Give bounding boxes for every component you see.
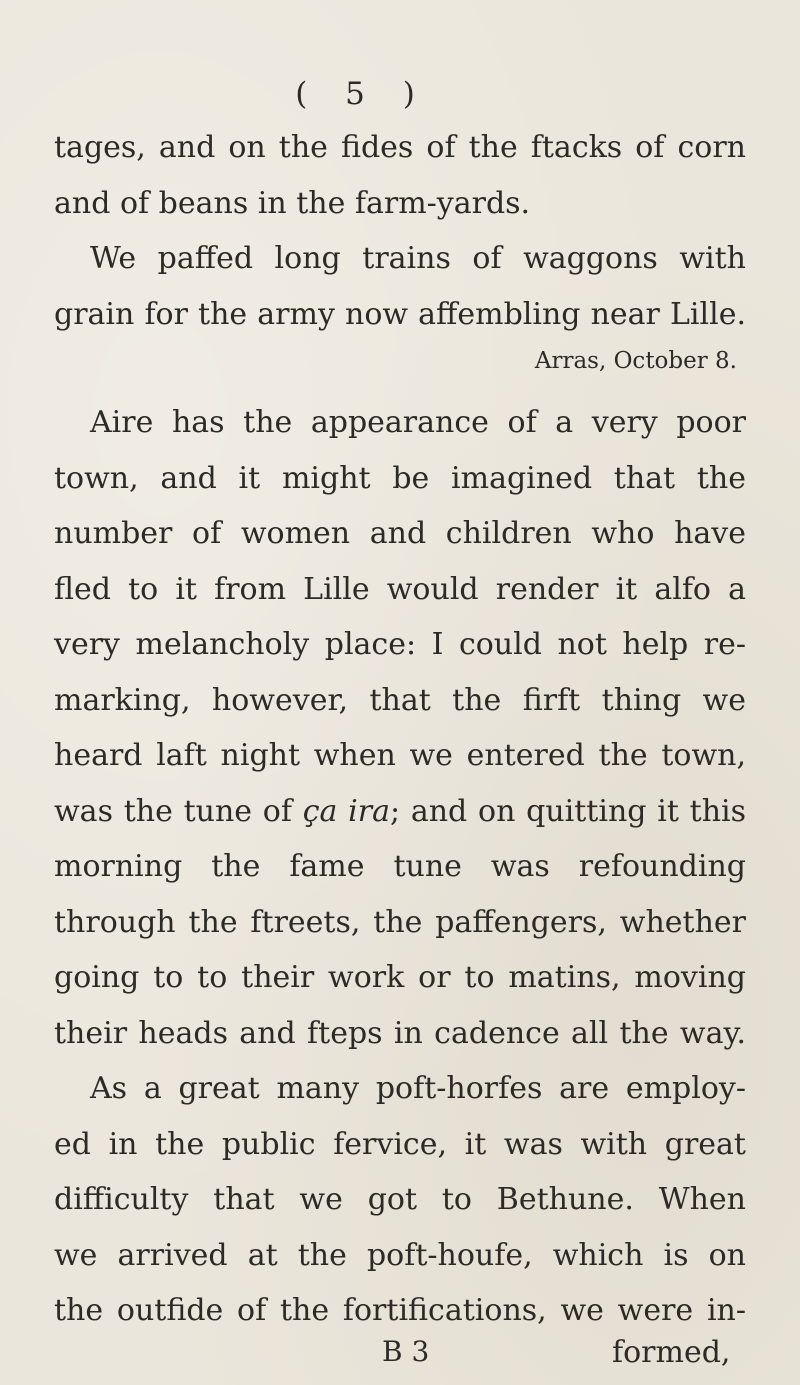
text-line-3: We paffed long trains of waggons with xyxy=(90,241,746,276)
text-line-1: tages, and on the fides of the ftacks of corn xyxy=(54,130,746,165)
text-line-15: going to to their work or to matins, moving xyxy=(54,960,746,995)
text-line-4: grain for the army now affembling near Lille. xyxy=(54,296,746,332)
text-line-19: difficulty that we got to Bethune. When xyxy=(54,1182,746,1217)
text-line-13: morning the fame tune was refounding xyxy=(54,849,746,884)
text-line-11: heard laft night when we entered the town, xyxy=(54,738,746,773)
signature-mark: B 3 xyxy=(382,1335,430,1368)
text-line-12 xyxy=(54,792,746,832)
text-line-14: through the ftreets, the paffengers, whether xyxy=(54,904,746,940)
catchword: formed, xyxy=(612,1335,731,1370)
text-line-8: fled to it from Lille would render it alfo a xyxy=(54,571,746,607)
page-number: ( 5 ) xyxy=(295,76,429,112)
text-line-18: ed in the public fervice, it was with great xyxy=(54,1126,746,1162)
text-line-16: their heads and fteps in cadence all the way. xyxy=(54,1015,746,1051)
dateline: Arras, October 8. xyxy=(534,348,737,374)
text-line-12-before: was the tune of xyxy=(54,793,303,829)
italic-phrase: ça ira xyxy=(302,793,390,829)
text-line-5: Aire has the appearance of a very poor xyxy=(90,405,746,440)
text-line-10: marking, however, that the firft thing we xyxy=(54,682,746,718)
text-line-20: we arrived at the poft-houfe, which is on xyxy=(54,1237,746,1273)
text-line-9: very melancholy place: I could not help re- xyxy=(54,627,746,662)
footer-line xyxy=(0,1335,800,1375)
text-line-7: number of women and children who have xyxy=(54,516,746,551)
text-line-21: the outfide of the fortifications, we were in- xyxy=(54,1293,746,1328)
text-line-2: and of beans in the farm-yards. xyxy=(54,185,531,221)
text-line-17: As a great many poft-horfes are employ- xyxy=(90,1071,746,1106)
text-line-12-after: ; and on quitting it this xyxy=(389,793,747,829)
text-line-6: town, and it might be imagined that the xyxy=(54,460,746,496)
